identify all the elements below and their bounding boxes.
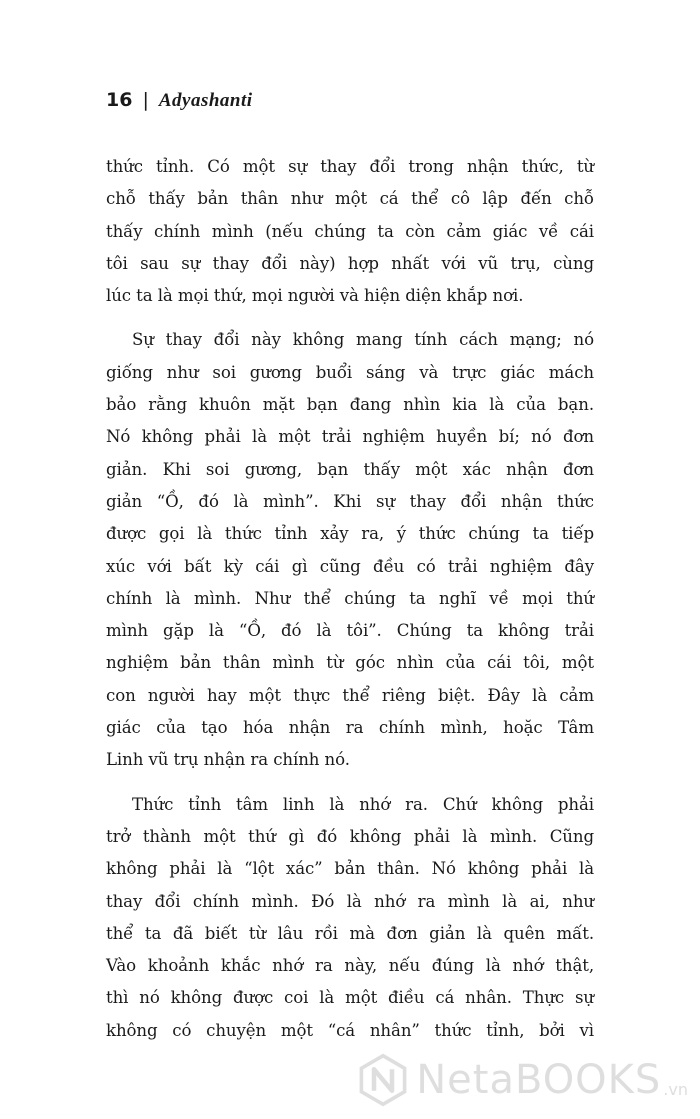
text-line: tôi sau sự thay đổi này) hợp nhất với vũ trụ, cùng (106, 253, 594, 273)
watermark-suffix: .vn (663, 1080, 688, 1099)
header-separator: | (142, 89, 149, 111)
text-line: Vào khoảnh khắc nhớ ra này, nếu đúng là nhớ thật, (106, 956, 594, 976)
body-text (106, 151, 594, 1059)
text-line: mình gặp là “Ồ, đó là tôi”. Chúng ta không trải (106, 621, 594, 641)
netabooks-logo-icon (356, 1053, 410, 1107)
text-line: Sự thay đổi này không mang tính cách mạng; nó (132, 330, 594, 350)
text-line: trở thành một thứ gì đó không phải là mình. Cũng (106, 826, 594, 846)
text-line: thể ta đã biết từ lâu rồi mà đơn giản là quên mất. (106, 923, 594, 943)
text-line: lúc ta là mọi thứ, mọi người và hiện diện khắp nơi. (106, 286, 524, 306)
text-line: chỗ thấy bản thân như một cá thể cô lập đến chỗ (106, 189, 594, 209)
text-line: Thức tỉnh tâm linh là nhớ ra. Chứ không phải (132, 794, 594, 814)
text-line: giác của tạo hóa nhận ra chính mình, hoặc Tâm (106, 718, 594, 738)
text-line: không phải là “lột xác” bản thân. Nó không phải là (106, 859, 594, 879)
text-line: xúc với bất kỳ cái gì cũng đều có trải nghiệm đây (106, 556, 594, 576)
text-line: thấy chính mình (nếu chúng ta còn cảm giác về cái (106, 221, 594, 241)
text-line: giống như soi gương buổi sáng và trực giác mách (106, 362, 594, 382)
text-line: Nó không phải là một trải nghiệm huyền bí; nó đơn (106, 427, 594, 447)
author-name: Adyashanti (158, 90, 253, 111)
running-header (106, 86, 253, 115)
text-line: thay đổi chính mình. Đó là nhớ ra mình là ai, như (106, 891, 594, 911)
text-line: được gọi là thức tỉnh xảy ra, ý thức chúng ta tiếp (106, 524, 594, 544)
paragraph-3 (106, 789, 594, 1047)
text-line: thì nó không được coi là một điều cá nhân. Thực sự (106, 988, 594, 1008)
text-line: bảo rằng khuôn mặt bạn đang nhìn kia là của bạn. (106, 395, 594, 415)
text-line: giản. Khi soi gương, bạn thấy một xác nhận đơn (106, 459, 594, 479)
paragraph-2 (106, 324, 594, 776)
text-line: con người hay một thực thể riêng biệt. Đây là cảm (106, 685, 594, 705)
text-line: chính là mình. Như thể chúng ta nghĩ về mọi thứ (106, 588, 594, 608)
text-line: không có chuyện một “cá nhân” thức tỉnh, bởi vì (106, 1020, 594, 1040)
page-number: 16 (106, 89, 133, 111)
watermark-text: NetaBOOKS (416, 1057, 662, 1103)
paragraph-1 (106, 151, 594, 312)
text-line: giản “Ồ, đó là mình”. Khi sự thay đổi nhận thức (106, 491, 594, 511)
watermark (356, 1053, 688, 1107)
text-line: Linh vũ trụ nhận ra chính nó. (106, 750, 350, 770)
text-line: nghiệm bản thân mình từ góc nhìn của cái tôi, một (106, 653, 594, 673)
text-line: thức tỉnh. Có một sự thay đổi trong nhận thức, từ (106, 157, 594, 176)
